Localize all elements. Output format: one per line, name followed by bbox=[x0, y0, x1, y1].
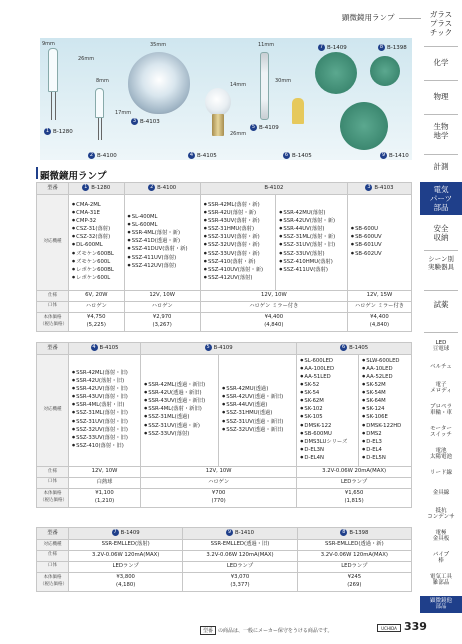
compatible-model: ● レボケン600L bbox=[72, 275, 121, 283]
row-label-model-3: 型番 bbox=[37, 528, 69, 540]
compatible-model: ● SSZ-41DUV(落射・新) bbox=[128, 246, 197, 254]
photo-label-4: 4 B-4105 bbox=[189, 152, 217, 159]
t2-header-2: 5 B-4109 bbox=[141, 343, 297, 355]
row-label-price: 本体価格（税込価格） bbox=[37, 312, 69, 331]
sidebar-sub-tools[interactable]: 電気工具 雑部品 bbox=[429, 574, 452, 587]
compatible-model: ● SK-106E bbox=[362, 414, 408, 422]
compatible-model: ● DMSK-122 bbox=[300, 423, 355, 431]
compatible-model: ● D-EL4N bbox=[300, 455, 355, 463]
compatible-model: ● ズモケン600L bbox=[72, 259, 121, 267]
t1-type-4: ハロゲン ミラー付き bbox=[347, 301, 411, 312]
dim-11mm: 11mm bbox=[258, 42, 275, 48]
compatible-model: ● CMA-31E bbox=[72, 210, 121, 218]
compatible-model: ● SSZ-412UV(落射) bbox=[204, 275, 272, 283]
sidebar-sub-lead[interactable]: リード線 bbox=[429, 470, 452, 476]
sidebar-sub-pipe[interactable]: パイプ 棒 bbox=[432, 552, 450, 565]
sidebar-item-measure[interactable]: 計測 bbox=[433, 162, 449, 171]
t2-type-2: ハロゲン bbox=[141, 477, 297, 488]
t2-compat-3b bbox=[359, 354, 412, 466]
led-board-b1410 bbox=[340, 102, 388, 150]
compatible-model: ● SL-600LED bbox=[300, 358, 355, 366]
sidebar-item-safety[interactable]: 安全 収納 bbox=[433, 224, 449, 242]
photo-label-3: 3 B-4103 bbox=[132, 118, 160, 125]
compatible-model: ● SSZ-31UV(落射・旧) bbox=[279, 242, 344, 250]
sidebar-sub-led[interactable]: LED 豆電球 bbox=[432, 340, 450, 353]
compatible-model: ● SSR-42ML(落射・旧) bbox=[72, 370, 137, 378]
t3-price-3: ¥245 (269) bbox=[297, 572, 411, 591]
spec-table-2 bbox=[36, 342, 412, 508]
compatible-model: ● SSR-42UV(透過・新旧) bbox=[222, 394, 293, 402]
sidebar-item-glass[interactable]: ガラス プラス チック bbox=[429, 10, 453, 37]
t1-compat-1 bbox=[69, 194, 125, 290]
t2-header-3: 6 B-1405 bbox=[297, 343, 412, 355]
photo-label-1: 1 B-1280 bbox=[45, 128, 73, 135]
compatible-model: ● DMS2 bbox=[362, 431, 408, 439]
spec-table-1 bbox=[36, 182, 412, 332]
sidebar-item-scenes[interactable]: シーン別 実験器具 bbox=[428, 255, 454, 271]
compatible-model: ● SSZ-31ML(落射・旧) bbox=[72, 410, 137, 418]
t1-header-4: 3 B-4103 bbox=[347, 183, 411, 195]
section-accent bbox=[36, 167, 38, 179]
t2-type-3: LEDランプ bbox=[297, 477, 412, 488]
compatible-model: ● D-EL3N bbox=[300, 447, 355, 455]
compatible-model: ● SK-64M bbox=[362, 398, 408, 406]
compatible-model: ● SSZ-31UV(透過・新) bbox=[144, 423, 215, 431]
sidebar-item-physics[interactable]: 物理 bbox=[433, 92, 449, 101]
dim-9mm: 9mm bbox=[42, 41, 55, 47]
t1-spec-1: 6V, 20W bbox=[69, 290, 125, 301]
compatible-model: ● CMP-32 bbox=[72, 218, 121, 226]
lamp-b4105 bbox=[205, 88, 231, 116]
compatible-model: ● CMA-2ML bbox=[72, 202, 121, 210]
lamp-b1405 bbox=[292, 98, 304, 124]
row-label-spec-3: 仕様 bbox=[37, 550, 69, 561]
compatible-model: ● CSZ-32(落射) bbox=[72, 234, 121, 242]
compatible-model: ● ズモケン600BL bbox=[72, 251, 121, 259]
compatible-model: ● SSZ-31ML(透過) bbox=[144, 414, 215, 422]
sidebar-item-chemistry[interactable]: 化学 bbox=[433, 58, 449, 67]
t2-price-2: ¥700 (770) bbox=[141, 488, 297, 507]
compatible-model: ● SSR-43UV(透過・新旧) bbox=[144, 398, 215, 406]
compatible-model: ● SK-54M bbox=[362, 390, 408, 398]
compatible-model: ● D-EL4 bbox=[362, 447, 408, 455]
t3-spec-2: 3.2V-0.06W 120mA(MAX) bbox=[183, 550, 297, 561]
row-label-price-3: 本体価格（税込価格） bbox=[37, 572, 69, 591]
t3-header-3: 8 B-1398 bbox=[297, 528, 411, 540]
photo-label-7: 7 B-1409 bbox=[319, 44, 347, 51]
compatible-model: ● SSZ-412UV(落射) bbox=[128, 263, 197, 271]
t1-spec-2: 12V, 10W bbox=[124, 290, 200, 301]
compatible-model: ● SSR-43UV(落射・新) bbox=[204, 218, 272, 226]
compatible-model: ● SSZ-32UV(透過・新旧) bbox=[222, 427, 293, 435]
compatible-model: ● AA-51LED bbox=[300, 374, 355, 382]
compatible-model: ● SK-124 bbox=[362, 406, 408, 414]
compatible-model: ● SSR-42U(透過・新旧) bbox=[144, 390, 215, 398]
photo-label-2: 2 B-4100 bbox=[89, 152, 117, 159]
compatible-model: ● SSZ-31UV(落射・旧) bbox=[72, 419, 137, 427]
compatible-model: ● SSZ-33UV(落射) bbox=[279, 251, 344, 259]
compatible-model: ● AA-52LED bbox=[362, 374, 408, 382]
t3-price-2: ¥3,070 (3,377) bbox=[183, 572, 297, 591]
compatible-model: ● SL-600ML bbox=[128, 222, 197, 230]
t3-price-1: ¥3,800 (4,180) bbox=[69, 572, 183, 591]
row-label-model: 型番 bbox=[37, 183, 69, 195]
compatible-model: ● SSR-42UV(落射・新) bbox=[279, 218, 344, 226]
sidebar-sub-electrode[interactable]: 電極 金具板 bbox=[432, 530, 450, 543]
t1-spec-3: 12V, 10W bbox=[200, 290, 347, 301]
compatible-model: ● SSZ-410HMU(落射) bbox=[279, 259, 344, 267]
compatible-model: ● DMS3LUシリーズ bbox=[300, 439, 355, 447]
t1-compat-5 bbox=[347, 194, 411, 290]
row-label-compat-3: 対応機種 bbox=[37, 539, 69, 550]
t3-spec-1: 3.2V-0.06W 120mA(MAX) bbox=[69, 550, 183, 561]
compatible-model: ● CSZ-31(落射) bbox=[72, 226, 121, 234]
sidebar-sub-wire[interactable]: 金具線 bbox=[432, 490, 450, 496]
compatible-model: ● SSR-42U(落射・新) bbox=[204, 210, 272, 218]
lamp-b4100 bbox=[95, 88, 104, 118]
led-board-b1409 bbox=[315, 52, 357, 94]
t1-type-2: ハロゲン bbox=[124, 301, 200, 312]
lamp-b4103 bbox=[128, 52, 190, 114]
photo-label-9: 9 B-1410 bbox=[381, 152, 409, 159]
sidebar-item-electric[interactable]: 電気 パーツ 部品 bbox=[420, 182, 462, 215]
compatible-model: ● SSZ-32UV(落射・旧) bbox=[72, 427, 137, 435]
t3-compat-2: SSR-EMLLED(透過・旧) bbox=[183, 539, 297, 550]
sidebar-sub-peltier[interactable]: ベルチェ bbox=[430, 364, 452, 370]
sidebar-sub-battery[interactable]: 電池 太陽電池 bbox=[429, 448, 452, 461]
row-label-compat: 対応機種 bbox=[37, 194, 69, 290]
compatible-model: ● SB-601UV bbox=[351, 242, 408, 250]
compatible-model: ● SSZ-31HMU(透過) bbox=[222, 410, 293, 418]
compatible-model: ● SSR-42MU(透過) bbox=[222, 386, 293, 394]
photo-label-8: 8 B-1398 bbox=[379, 44, 407, 51]
t2-spec-1: 12V, 10W bbox=[69, 466, 141, 477]
t1-compat-4 bbox=[276, 194, 348, 290]
compatible-model: ● SSZ-32UV(落射・新) bbox=[204, 242, 272, 250]
compatible-model: ● レボケン600BL bbox=[72, 267, 121, 275]
sidebar-item-biology[interactable]: 生物 地学 bbox=[433, 122, 449, 140]
row-label-type-3: 口体 bbox=[37, 561, 69, 572]
t2-header-1: 4 B-4105 bbox=[69, 343, 141, 355]
compatible-model: ● SSR-43UV(落射・旧) bbox=[72, 394, 137, 402]
compatible-model: ● SLW-600LED bbox=[362, 358, 408, 366]
photo-label-5: 5 B-4109 bbox=[251, 124, 279, 131]
t1-type-1: ハロゲン bbox=[69, 301, 125, 312]
row-label-type-2: 口体 bbox=[37, 477, 69, 488]
compatible-model: ● SSZ-411UV(落射) bbox=[128, 255, 197, 263]
lamp-b4109 bbox=[260, 52, 269, 120]
compatible-model: ● AA-100LED bbox=[300, 366, 355, 374]
compatible-model: ● SK-105 bbox=[300, 414, 355, 422]
compatible-model: ● SSZ-33UV(落射・旧) bbox=[72, 435, 137, 443]
compatible-model: ● SB-602UV bbox=[351, 251, 408, 259]
sidebar-sub-microscope[interactable]: 顕微鏡他 部品 bbox=[420, 596, 462, 613]
product-photo bbox=[40, 38, 412, 160]
compatible-model: ● DL-600ML bbox=[72, 242, 121, 250]
t1-compat-3 bbox=[200, 194, 275, 290]
row-label-spec: 仕様 bbox=[37, 290, 69, 301]
sidebar-sub-resistor[interactable]: 抵抗 コンデンサ bbox=[427, 508, 455, 521]
t3-type-2: LEDランプ bbox=[183, 561, 297, 572]
t1-header-1: 1 B-1280 bbox=[69, 183, 125, 195]
sidebar-sub-motor[interactable]: モーター スイッチ bbox=[430, 426, 452, 439]
compatible-model: ● SSR-4ML(落射・新) bbox=[128, 230, 197, 238]
t2-compat-3a bbox=[297, 354, 359, 466]
compatible-model: ● SSR-42ML(落射・新) bbox=[204, 202, 272, 210]
t1-price-4: ¥4,400 (4,840) bbox=[347, 312, 411, 331]
page-number: 339 bbox=[404, 620, 427, 633]
t3-spec-3: 3.2V-0.06W 120mA(MAX) bbox=[297, 550, 411, 561]
dim-26mm: 26mm bbox=[78, 56, 95, 62]
compatible-model: ● SK-62M bbox=[300, 398, 355, 406]
compatible-model: ● SL-400ML bbox=[128, 214, 197, 222]
compatible-model: ● SB-600MU bbox=[300, 431, 355, 439]
t2-compat-2a bbox=[141, 354, 219, 466]
photo-label-6: 6 B-1405 bbox=[284, 152, 312, 159]
compatible-model: ● SSR-4ML(落射・新旧) bbox=[144, 406, 215, 414]
compatible-model: ● SSR-4ML(落射・旧) bbox=[72, 402, 137, 410]
t1-type-3: ハロゲン ミラー付き bbox=[200, 301, 347, 312]
compatible-model: ● SSZ-31ML(落射・新) bbox=[279, 234, 344, 242]
t2-spec-3: 3.2V-0.06W 20mA(MAX) bbox=[297, 466, 412, 477]
t3-type-1: LEDランプ bbox=[69, 561, 183, 572]
compatible-model: ● D-EL3 bbox=[362, 439, 408, 447]
compatible-model: ● SK-52M bbox=[362, 382, 408, 390]
compatible-model: ● SB-600U bbox=[351, 226, 408, 234]
t2-price-3: ¥1,650 (1,815) bbox=[297, 488, 412, 507]
compatible-model: ● SB-600UV bbox=[351, 234, 408, 242]
category-sidebar bbox=[420, 0, 462, 644]
t1-price-3: ¥4,400 (4,840) bbox=[200, 312, 347, 331]
t2-compat-1 bbox=[69, 354, 141, 466]
t3-compat-3: SSR-EMLLED(透過・新) bbox=[297, 539, 411, 550]
brand-logo: UCHIDA bbox=[377, 624, 401, 632]
t2-type-1: 白熱球 bbox=[69, 477, 141, 488]
dim-30mm: 30mm bbox=[275, 78, 292, 84]
spec-table-3 bbox=[36, 527, 412, 592]
compatible-model: ● SSZ-31UV(透過・新旧) bbox=[222, 419, 293, 427]
t1-header-2: 2 B-4100 bbox=[124, 183, 200, 195]
sidebar-sub-propeller[interactable]: プロペラ 車輪・車 bbox=[429, 404, 452, 417]
row-label-model-2: 型番 bbox=[37, 343, 69, 355]
compatible-model: ● SSR-44UV(透過) bbox=[222, 402, 293, 410]
dim-14mm: 14mm bbox=[230, 82, 247, 88]
dim-35mm: 35mm bbox=[150, 42, 167, 48]
compatible-model: ● SSZ-41D(透過・新) bbox=[128, 238, 197, 246]
row-label-spec-2: 仕様 bbox=[37, 466, 69, 477]
dim-8mm: 8mm bbox=[96, 78, 109, 84]
led-board-b1398 bbox=[370, 56, 400, 86]
footer-note: 型番 の商品は、一般にメーカー保守をうける商品です。 bbox=[200, 626, 333, 635]
compatible-model: ● SK-54 bbox=[300, 390, 355, 398]
compatible-model: ● SSZ-410UV(落射・新) bbox=[204, 267, 272, 275]
row-label-type: 口体 bbox=[37, 301, 69, 312]
compatible-model: ● SSZ-410(落射・新) bbox=[204, 259, 272, 267]
t2-price-1: ¥1,100 (1,210) bbox=[69, 488, 141, 507]
dim-26mm-b: 26mm bbox=[230, 131, 247, 137]
t3-type-3: LEDランプ bbox=[297, 561, 411, 572]
t2-spec-2: 12V, 10W bbox=[141, 466, 297, 477]
t3-header-1: 7 B-1409 bbox=[69, 528, 183, 540]
t1-header-3: B-4102 bbox=[200, 183, 347, 195]
compatible-model: ● AA-10LED bbox=[362, 366, 408, 374]
compatible-model: ● SK-52 bbox=[300, 382, 355, 390]
compatible-model: ● SSR-42UV(落射・旧) bbox=[72, 386, 137, 394]
t1-spec-4: 12V, 15W bbox=[347, 290, 411, 301]
compatible-model: ● SSZ-33UV(落射・新) bbox=[204, 251, 272, 259]
compatible-model: ● SSR-42MU(落射) bbox=[279, 210, 344, 218]
compatible-model: ● DMSK-122HD bbox=[362, 423, 408, 431]
section-title: 顕微鏡用ランプ bbox=[40, 171, 107, 182]
row-label-compat-2: 対応機種 bbox=[37, 354, 69, 466]
header-category: 顕微鏡用ランプ bbox=[342, 12, 421, 23]
t3-compat-1: SSR-EMLLED(落射) bbox=[69, 539, 183, 550]
dim-17mm: 17mm bbox=[115, 110, 132, 116]
t1-price-1: ¥4,750 (5,225) bbox=[69, 312, 125, 331]
sidebar-item-reagents[interactable]: 試薬 bbox=[433, 300, 449, 309]
compatible-model: ● SSZ-410(落射・旧) bbox=[72, 443, 137, 451]
compatible-model: ● SSR-42U(落射・旧) bbox=[72, 378, 137, 386]
compatible-model: ● SSR-42ML(透過・新旧) bbox=[144, 382, 215, 390]
t3-header-2: 9 B-1410 bbox=[183, 528, 297, 540]
t1-compat-2 bbox=[124, 194, 200, 290]
compatible-model: ● D-EL5N bbox=[362, 455, 408, 463]
compatible-model: ● SSZ-31UV(落射・新) bbox=[204, 234, 272, 242]
lamp-b1280 bbox=[48, 48, 58, 92]
compatible-model: ● SSZ-33UV(落射) bbox=[144, 431, 215, 439]
compatible-model: ● SK-102 bbox=[300, 406, 355, 414]
t1-price-2: ¥2,970 (3,267) bbox=[124, 312, 200, 331]
compatible-model: ● SSR-44UV(落射) bbox=[279, 226, 344, 234]
t2-compat-2b bbox=[219, 354, 297, 466]
compatible-model: ● SSZ-411UV(落射) bbox=[279, 267, 344, 275]
compatible-model: ● SSZ-31HMU(落射) bbox=[204, 226, 272, 234]
row-label-price-2: 本体価格（税込価格） bbox=[37, 488, 69, 507]
sidebar-sub-melody[interactable]: 電子 メロディ bbox=[430, 382, 452, 395]
